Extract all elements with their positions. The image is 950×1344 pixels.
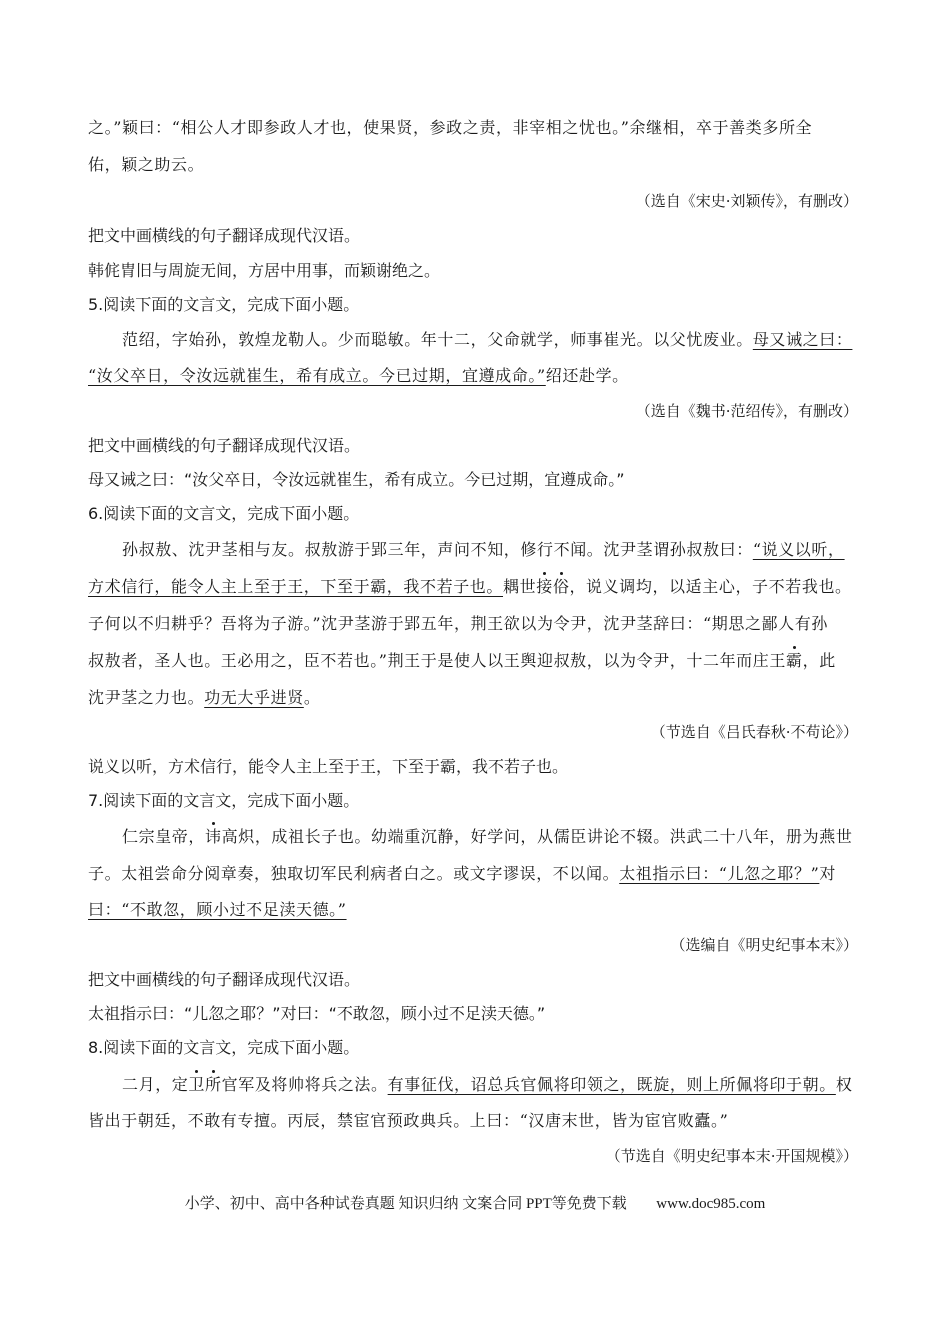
- question-heading: 6.阅读下面的文言文，完成下面小题。: [88, 504, 360, 523]
- question-heading: 5.阅读下面的文言文，完成下面小题。: [88, 295, 360, 314]
- source-citation: （选自《宋史·刘颖传》，有删改）: [635, 192, 858, 210]
- passage-line: 叔敖者，圣人也。王必用之，臣不若也。”荆王于是使人以王舆迎叔敖，以为令尹，十二年而庄王霸，此: [88, 651, 836, 670]
- answer-sentence: 韩侂胄旧与周旋无间，方居中用事，而颖谢绝之。: [88, 261, 441, 280]
- underlined-sentence: 方术信行，能令人主上至于王，下至于霸，我不若子也。: [88, 577, 504, 596]
- underlined-sentence: 曰：“不敢忽，顾小过不足渎天德。”: [88, 900, 347, 919]
- answer-sentence: 太祖指示曰：“儿忽之耶？”对曰：“不敢忽，顾小过不足渎天德。”: [88, 1004, 546, 1023]
- underlined-sentence: 母又诫之曰：: [752, 330, 853, 349]
- footer-url-link[interactable]: www.doc985.com: [656, 1196, 766, 1212]
- footer-text: 小学、初中、高中各种试卷真题 知识归纳 文案合同 PPT等免费下载: [184, 1196, 627, 1212]
- source-citation: （选自《魏书·范绍传》，有删改）: [635, 402, 858, 420]
- passage-line: 子何以不归耕乎？吾将为子游。”沈尹茎游于郢五年，荆王欲以为令尹，沈尹茎辞曰：“期思之鄙人有孙: [88, 614, 828, 633]
- passage-line: “汝父卒日，令汝远就崔生，希有成立。今已过期，宜遵成命。”绍还赴学。: [88, 366, 629, 385]
- passage-line: [88, 900, 858, 920]
- emphasis-dot-char: 讳: [205, 827, 222, 846]
- passage-line: 沈尹茎之力也。功无大乎进贤。: [88, 688, 321, 707]
- underlined-sentence: “汝父卒日，令汝远就崔生，希有成立。今已过期，宜遵成命。”: [88, 366, 546, 385]
- answer-sentence: 母又诫之曰：“汝父卒日，令汝远就崔生，希有成立。今已过期，宜遵成命。”: [88, 470, 625, 489]
- passage-line: 之。”颖曰：“相公人才即参政人才也，使果贤，参政之责，非宰相之忧也。”余继相，卒于善类多所全: [88, 118, 813, 137]
- question-heading: 8.阅读下面的文言文，完成下面小题。: [88, 1038, 360, 1057]
- question-heading: 7.阅读下面的文言文，完成下面小题。: [88, 791, 360, 810]
- page-footer: [0, 1192, 950, 1213]
- question-instruction: 把文中画横线的句子翻译成现代汉语。: [88, 226, 361, 245]
- emphasis-dot-char: 接: [536, 577, 553, 596]
- emphasis-dot-char: 所: [205, 1075, 222, 1094]
- passage-line: 皆出于朝廷，不敢有专擅。丙辰，禁宦官预政典兵。上曰：“汉唐末世，皆为宦官败蠹。”: [88, 1111, 729, 1130]
- passage-line: 孙叔敖、沈尹茎相与友。叔敖游于郢三年，声问不知，修行不闻。沈尹茎谓孙叔敖曰：“说义以听，: [122, 540, 845, 559]
- emphasis-dot-char: 霸: [785, 651, 803, 670]
- source-citation: （节选自《明史纪事本末·开国规模》）: [605, 1147, 858, 1165]
- answer-sentence: 说义以听，方术信行，能令人主上至于王，下至于霸，我不若子也。: [88, 757, 569, 776]
- underlined-sentence: 有事征伐，诏总兵官佩将印领之，既旋，则上所佩将印于朝。: [387, 1075, 836, 1094]
- underlined-sentence: 太祖指示曰：“儿忽之耶？”: [619, 864, 820, 883]
- passage-line: 方术信行，能令人主上至于王，下至于霸，我不若子也。耦世接俗，说义调均，以适主心，子不若我也。: [88, 577, 852, 596]
- source-citation: （节选自《吕氏春秋·不苟论》）: [650, 723, 858, 741]
- underlined-sentence: “说义以听，: [752, 540, 845, 559]
- passage-line: 范绍，字始孙，敦煌龙勒人。少而聪敏。年十二，父命就学，师事崔光。以父忧废业。母又诫之曰：: [122, 330, 853, 349]
- passage-line: 仁宗皇帝，讳高炽，成祖长子也。幼端重沉静，好学问，从儒臣讲论不辍。洪武二十八年，册为燕世: [122, 827, 853, 846]
- question-instruction: 把文中画横线的句子翻译成现代汉语。: [88, 436, 361, 455]
- underlined-sentence: 功无大乎进贤: [204, 688, 304, 707]
- question-instruction: 把文中画横线的句子翻译成现代汉语。: [88, 970, 361, 989]
- passage-line: 子。太祖尝命分阅章奏，独取切军民利病者白之。或文字谬误，不以闻。太祖指示曰：“儿忽之耶？”对: [88, 864, 836, 883]
- passage-line: 佑，颖之助云。: [88, 155, 205, 174]
- passage-line: 二月，定卫所官军及将帅将兵之法。有事征伐，诏总兵官佩将印领之，既旋，则上所佩将印于朝。权: [122, 1075, 853, 1094]
- source-citation: （选编自《明史纪事本末》）: [670, 936, 858, 954]
- emphasis-dot-char: 俗: [552, 577, 570, 596]
- emphasis-dot-char: 卫: [188, 1075, 206, 1094]
